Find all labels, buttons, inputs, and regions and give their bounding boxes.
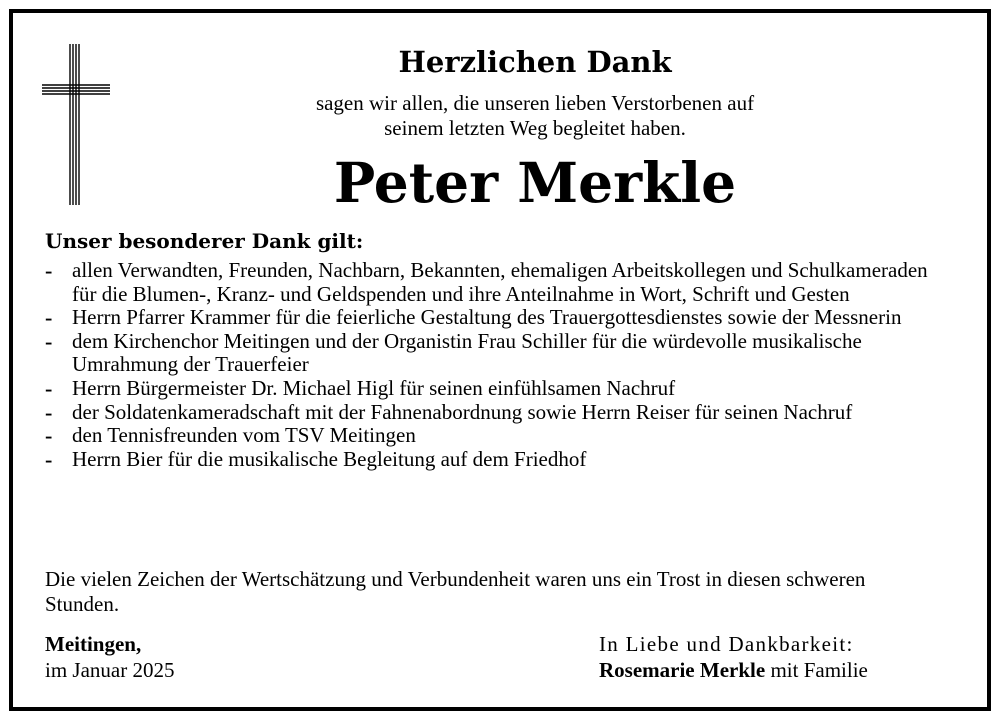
heading: Herzlichen Dank (398, 45, 672, 79)
list-item-text: allen Verwandten, Freunden, Nachbarn, Bekannten, ehemaligen Arbeitskollegen und Schulkameraden für die Blumen-, Kranz- und Geldspenden und ihre Anteilnahme in Wort, Schrift und Gesten (72, 258, 928, 306)
dash-marker: - (45, 258, 53, 283)
list-item-text: dem Kirchenchor Meitingen und der Organistin Frau Schiller für die würdevolle musikalische Umrahmung der Trauerfeier (72, 328, 862, 377)
list-item (45, 424, 945, 448)
intro-line: seinem letzten Weg begleitet haben. (384, 116, 686, 140)
list-item (45, 377, 945, 401)
sign-line: In Liebe und Dankbarkeit: (599, 632, 854, 656)
dash-marker: - (45, 423, 53, 449)
intro-text (200, 91, 870, 141)
dash-marker: - (45, 399, 53, 425)
deceased-name: Peter Merkle (333, 150, 737, 215)
signature-block (599, 631, 868, 683)
dash-marker: - (45, 446, 53, 472)
dash-marker: - (45, 375, 53, 401)
place-date (45, 631, 174, 683)
list-item-text: Herrn Bürgermeister Dr. Michael Higl für seinen einfühlsamen Nachruf (72, 375, 676, 400)
intro-line: sagen wir allen, die unseren lieben Verstorbenen auf (315, 91, 755, 115)
list-item (45, 448, 945, 472)
thanks-heading: Unser besonderer Dank gilt: (45, 229, 364, 253)
cross-icon (40, 42, 112, 207)
list-item-text: der Soldatenkameradschaft mit der Fahnenabordnung sowie Herrn Reiser für seinen Nachruf (72, 399, 853, 424)
dash-marker: - (45, 328, 53, 354)
signer-name: Rosemarie Merkle (599, 658, 766, 682)
list-item (45, 259, 945, 306)
place: Meitingen, (45, 632, 142, 656)
thanks-list (45, 259, 945, 471)
signer-line (599, 657, 868, 683)
list-item (45, 330, 945, 377)
signer-suffix: mit Familie (765, 658, 868, 682)
dash-marker: - (45, 305, 53, 331)
date: im Januar 2025 (45, 658, 175, 682)
list-item-text: den Tennisfreunden vom TSV Meitingen (72, 423, 416, 448)
list-item (45, 401, 945, 425)
list-item (45, 306, 945, 330)
list-item-text: Herrn Pfarrer Krammer für die feierliche Gestaltung des Trauergottesdienstes sowie der Messnerin (72, 305, 902, 330)
list-item-text: Herrn Bier für die musikalische Begleitung auf dem Friedhof (72, 446, 587, 471)
closing-text: Die vielen Zeichen der Wertschätzung und Verbundenheit waren uns ein Trost in diesen schweren Stunden. (45, 567, 866, 616)
